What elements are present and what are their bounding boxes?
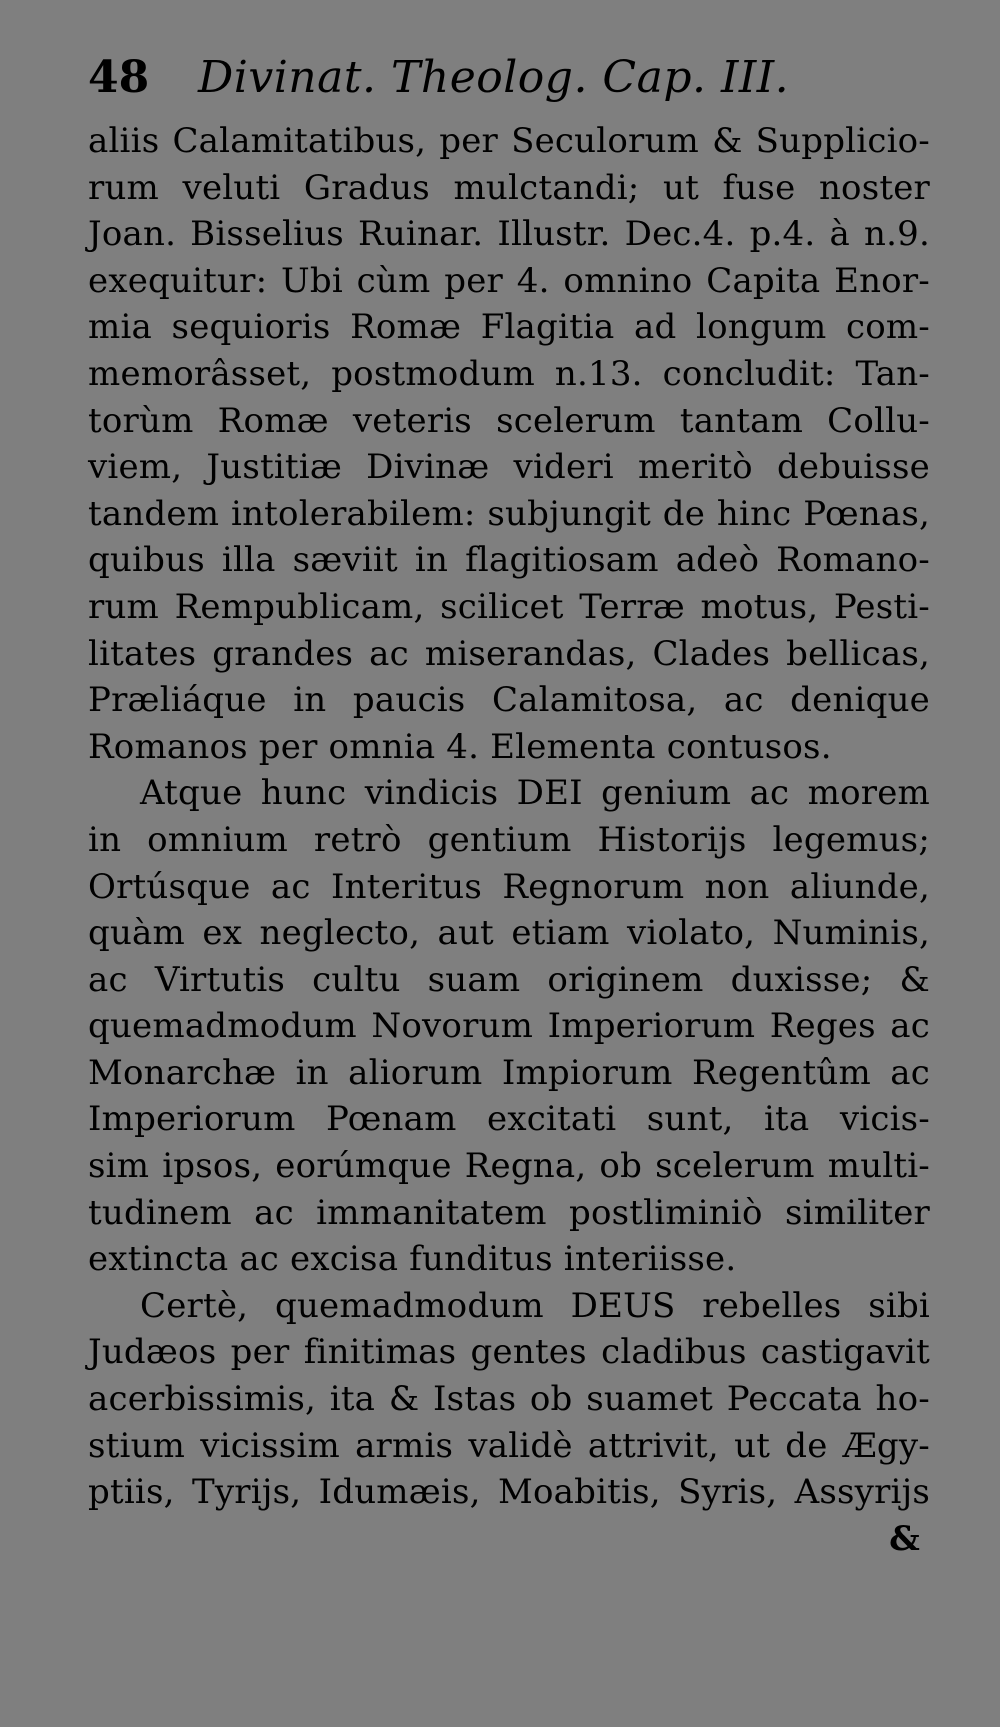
text-line: Judæos per finitimas gentes cladibus castigavit — [88, 1332, 930, 1373]
text-line: rum Rempublicam, scilicet Terræ motus, Pesti- — [88, 586, 930, 627]
paragraph-1 — [88, 118, 930, 770]
text-line: tudinem ac immanitatem postliminiò similiter — [88, 1192, 930, 1233]
text-line: mia sequioris Romæ Flagitia ad longum com- — [88, 307, 930, 348]
text-line: quibus illa sæviit in flagitiosam adeò Romano- — [88, 540, 930, 581]
page-number: 48 — [88, 52, 150, 103]
text-line: viem, Justitiæ Divinæ videri meritò debuisse — [88, 447, 930, 488]
paragraph-3 — [88, 1283, 930, 1516]
body-text — [88, 118, 930, 1562]
text-line: acerbissimis, ita & Istas ob suamet Peccata ho- — [88, 1379, 930, 1420]
text-line: aliis Calamitatibus, per Seculorum & Supplicio- — [88, 121, 930, 161]
text-line: Imperiorum Pœnam excitati sunt, ita vicis- — [88, 1099, 930, 1140]
text-line: exequitur: Ubi cùm per 4. omnino Capita Enor- — [88, 260, 930, 301]
catchword: & — [889, 1518, 920, 1559]
text-line: Joan. Bisselius Ruinar. Illustr. Dec.4. p.4. à n.9. — [88, 214, 930, 255]
text-line: quàm ex neglecto, aut etiam violato, Numinis, — [88, 913, 930, 954]
text-line: Certè, quemadmodum DEUS rebelles sibi — [140, 1285, 930, 1326]
text-line: Ortúsque ac Interitus Regnorum non aliunde, — [88, 866, 930, 907]
paragraph-2 — [88, 770, 930, 1283]
running-head — [88, 52, 930, 118]
text-line: sim ipsos, eorúmque Regna, ob scelerum multi- — [88, 1146, 930, 1187]
running-title: Divinat. Theolog. Cap. III. — [198, 52, 790, 103]
text-line: ptiis, Tyrijs, Idumæis, Moabitis, Syris, Assyrijs — [88, 1472, 930, 1513]
text-line: tandem intolerabilem: subjungit de hinc Pœnas, — [88, 493, 930, 534]
text-line: litates grandes ac miserandas, Clades bellicas, — [88, 633, 930, 674]
text-line: Romanos per omnia 4. Elementa contusos. — [88, 726, 832, 767]
text-line: Monarchæ in aliorum Impiorum Regentûm ac — [88, 1052, 930, 1093]
text-line: stium vicissim armis validè attrivit, ut de Ægy- — [88, 1425, 930, 1466]
text-line: Præliáque in paucis Calamitosa, ac denique — [88, 680, 930, 721]
text-line: torùm Romæ veteris scelerum tantam Collu- — [88, 400, 930, 441]
text-line: Atque hunc vindicis DEI genium ac morem — [140, 773, 930, 814]
text-line: rum veluti Gradus mulctandi; ut fuse noster — [88, 167, 930, 208]
text-line: ac Virtutis cultu suam originem duxisse; & — [88, 959, 930, 1000]
text-line: in omnium retrò gentium Historijs legemus; — [88, 819, 930, 860]
text-line: quemadmodum Novorum Imperiorum Reges ac — [88, 1006, 930, 1047]
text-line: extincta ac excisa funditus interiisse. — [88, 1239, 737, 1280]
text-line: memorâsset, postmodum n.13. concludit: Tan- — [88, 353, 930, 394]
